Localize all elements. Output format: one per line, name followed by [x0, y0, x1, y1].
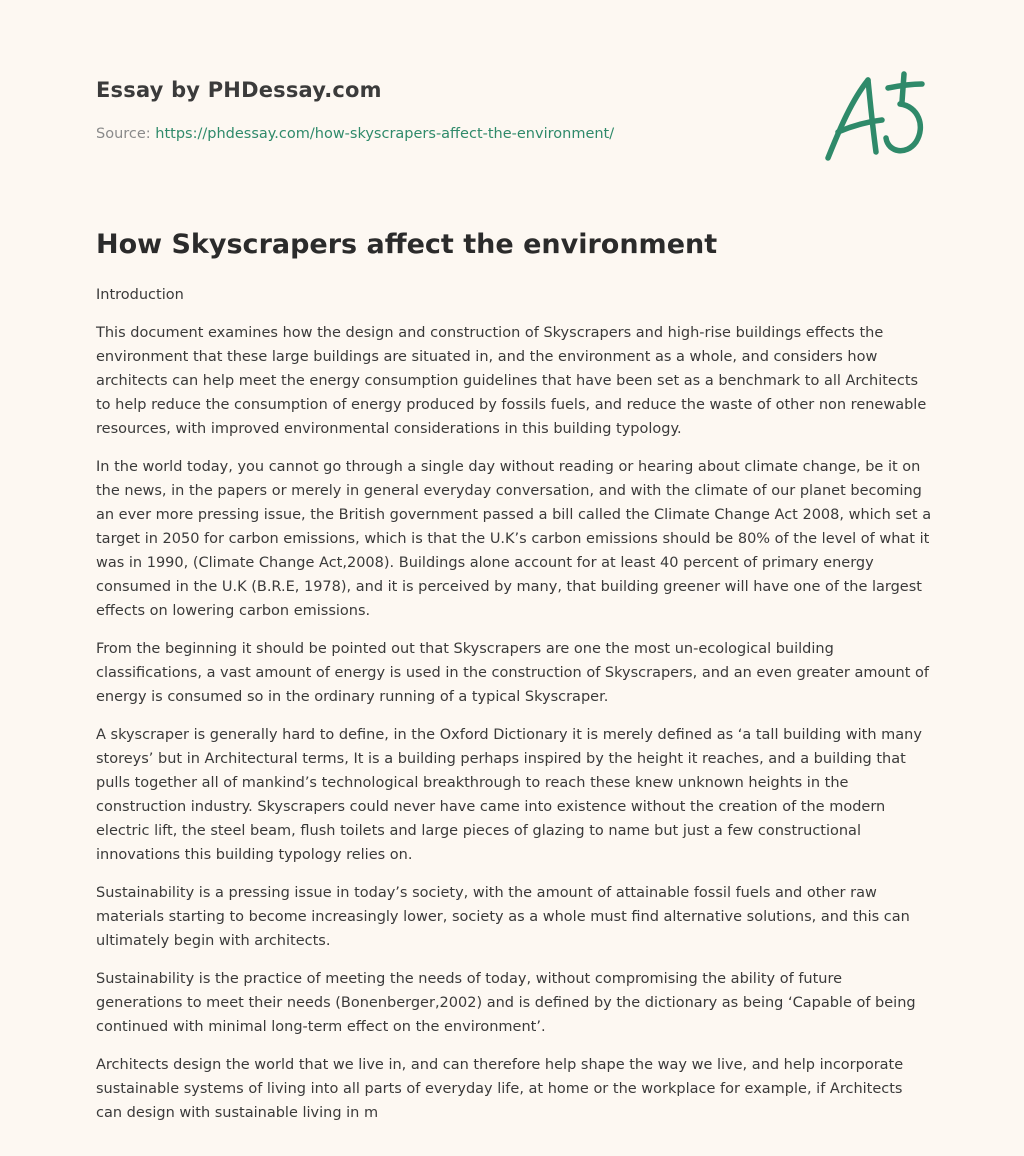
section-label: Introduction [96, 287, 184, 303]
a-plus-logo-icon [818, 66, 930, 166]
essay-paragraph: Architects design the world that we live in, and can therefore help shape the way we live, and help incorporate sustainable systems of living into all parts of everyday life, at home or the workplace for example, if Architects can design with sustainable living in m [96, 1057, 904, 1121]
page-header [96, 76, 796, 144]
essay-paragraph: This document examines how the design and construction of Skyscrapers and high-rise buildings effects the environment that these large buildings are situated in, and the environment as a whole, and considers how architects can help meet the energy consumption guidelines that have been set as a benchmark to all Architects to help reduce the consumption of energy produced by fossils fuels, and reduce the waste of other non renewable resources, with improved environmental considerations in this building typology. [96, 325, 927, 437]
source-link[interactable]: https://phdessay.com/how-skyscrapers-affect-the-environment/ [155, 126, 615, 142]
essay-title: How Skyscrapers affect the environment [96, 229, 718, 260]
essay-paragraph: Sustainability is a pressing issue in today’s society, with the amount of attainable fossil fuels and other raw materials starting to become increasingly lower, society as a whole must find alternative solutions, and this can ultimately begin with architects. [96, 885, 910, 949]
source-label: Source: [96, 126, 156, 142]
essay-paragraph: A skyscraper is generally hard to define, in the Oxford Dictionary it is merely defined as ‘a tall building with many storeys’ but in Architectural terms, It is a building perhaps inspired by the height it reaches, and a building that pulls together all of mankind’s technological breakthrough to reach these knew unknown heights in the construction industry. Skyscrapers could never have came into existence without the creation of the modern electric lift, the steel beam, flush toilets and large pieces of glazing to name but just a few constructional innovations this building typology relies on. [96, 727, 922, 863]
essay-paragraph: In the world today, you cannot go through a single day without reading or hearing about climate change, be it on the news, in the papers or merely in general everyday conversation, and with the climate of our planet becoming an ever more pressing issue, the British government passed a bill called the Climate Change Act 2008, which set a target in 2050 for carbon emissions, which is that the U.K’s carbon emissions should be 80% of the level of what it was in 1990, (Climate Change Act,2008). Buildings alone account for at least 40 percent of primary energy consumed in the U.K (B.R.E, 1978), and it is perceived by many, that building greener will have one of the largest effects on lowering carbon emissions. [96, 459, 932, 619]
site-title: Essay by PHDessay.com [96, 78, 382, 102]
essay-paragraph: From the beginning it should be pointed out that Skyscrapers are one the most un-ecological building classifications, a vast amount of energy is used in the construction of Skyscrapers, and an even greater amount of energy is consumed so in the ordinary running of a typical Skyscraper. [96, 641, 929, 705]
essay-paragraph: Sustainability is the practice of meeting the needs of today, without compromising the ability of future generations to meet their needs (Bonenberger,2002) and is defined by the dictionary as being ‘Capable of being continued with minimal long-term effect on the environment’. [96, 971, 916, 1035]
source-line [96, 124, 796, 144]
essay-content [96, 226, 932, 1125]
